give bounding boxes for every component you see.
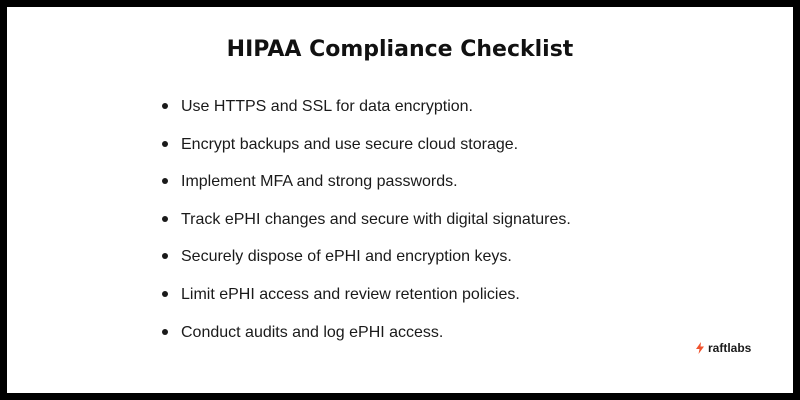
bullet-icon xyxy=(162,103,168,109)
list-item xyxy=(162,209,571,247)
list-item xyxy=(162,134,571,172)
brand-name: raftlabs xyxy=(708,341,752,355)
list-item-text: Encrypt backups and use secure cloud storage. xyxy=(181,135,519,153)
list-item-text: Implement MFA and strong passwords. xyxy=(181,173,458,191)
list-item-text: Limit ePHI access and review retention policies. xyxy=(181,285,520,303)
checklist xyxy=(162,96,571,359)
bullet-icon xyxy=(162,141,168,147)
list-item xyxy=(162,284,571,322)
bullet-icon xyxy=(162,291,168,297)
raftlabs-logo-icon xyxy=(695,342,705,354)
brand-logo xyxy=(695,340,751,356)
page-title: HIPAA Compliance Checklist xyxy=(226,37,574,62)
list-item-text: Securely dispose of ePHI and encryption keys. xyxy=(181,248,512,266)
list-item-text: Track ePHI changes and secure with digital signatures. xyxy=(181,210,571,228)
bullet-icon xyxy=(162,178,168,184)
bullet-icon xyxy=(162,253,168,259)
list-item-text: Conduct audits and log ePHI access. xyxy=(181,323,444,341)
list-item xyxy=(162,171,571,209)
list-item xyxy=(162,246,571,284)
bullet-icon xyxy=(162,329,168,335)
list-item xyxy=(162,322,571,360)
list-item xyxy=(162,96,571,134)
list-item-text: Use HTTPS and SSL for data encryption. xyxy=(181,98,473,115)
bullet-icon xyxy=(162,216,168,222)
